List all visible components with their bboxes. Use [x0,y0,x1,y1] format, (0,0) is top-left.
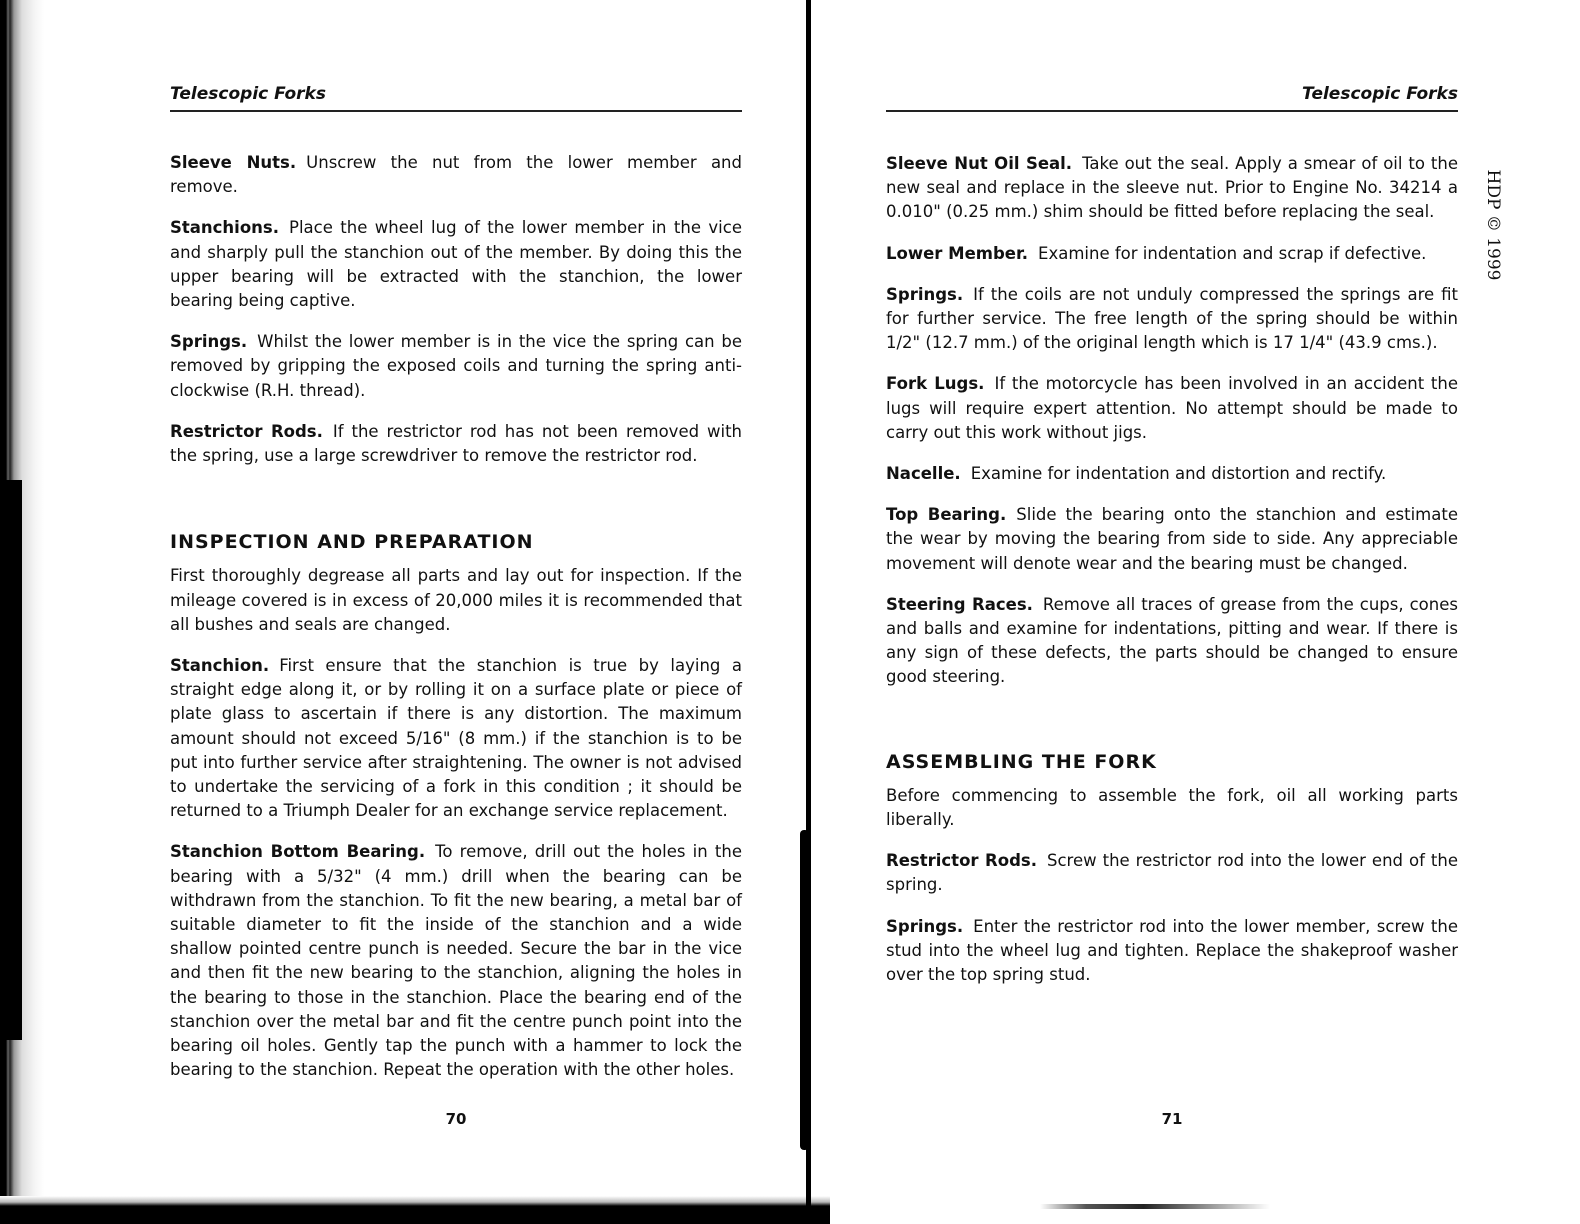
page-number-right: 71 [1161,1110,1183,1128]
paragraph-text: First ensure that the stanchion is true by laying a straight edge along it, or by rolling it on a surface plate or piece of plate glass to ascertain if there is any distortion. The maximum amount should not exceed 5/16" (8 mm.) if the stanchion is to be put into further service after straightening. The owner is not advised to undertake the servicing of a fork in this condition ; it should be returned to a Triumph Dealer for an exchange service replacement. [170,656,742,821]
section-title-inspection: INSPECTION AND PREPARATION [170,531,534,554]
paragraph-text: If the motorcycle has been involved in an accident the lugs will require expert attention. No attempt should be made to carry out this work without jigs. [886,374,1458,442]
paragraph-text: Take out the seal. Apply a smear of oil to the new seal and replace in the sleeve nut. Prior to Engine No. 34214 a 0.010" (0.25 mm.) shim should be fitted before replacing the seal. [886,154,1458,222]
paragraph-heading: Sleeve Nuts. [170,153,297,172]
page-left-body [170,151,742,1100]
paragraph-heading: Springs. [886,284,964,304]
paragraph-heading: Stanchions. [170,218,280,238]
page-number-left: 70 [445,1110,467,1128]
paragraph-sleeve-nut-oil-seal [886,152,1458,225]
paragraph-restrictor-rods-assembly [886,849,1458,897]
paragraph-heading: Springs. [886,916,964,936]
paragraph-springs [170,330,742,403]
paragraph-text: Unscrew the nut from the lower member and remove. [170,153,742,197]
paragraph-heading: Steering Races. [886,594,1033,614]
paragraph-heading: Restrictor Rods. [170,421,323,441]
paragraph-heading: Fork Lugs. [886,374,985,394]
paragraph-text: Examine for indentation and scrap if defective. [1038,243,1427,263]
paragraph-lower-member [886,242,1458,266]
scan-smudge [1040,1204,1270,1209]
paragraph-text: Screw the restrictor rod into the lower end of the spring. [886,851,1458,895]
paragraph-heading: Stanchion. [170,656,270,676]
scan-binding-edge-left [0,480,22,1040]
paragraph-restrictor-rods [170,420,742,468]
paragraph-springs-inspection [886,283,1458,356]
paragraph-sleeve-nuts [170,151,742,199]
copyright-side-mark [1478,170,1508,280]
paragraph-heading: Top Bearing. [886,505,1007,525]
paragraph-stanchions [170,216,742,313]
paragraph-nacelle [886,462,1458,486]
paragraph-heading: Springs. [170,332,248,352]
paragraph-text: Place the wheel lug of the lower member in the vice and sharply pull the stanchion out of the member. By doing this the upper bearing will be extracted with the stanchion, the lower bearing being captive. [170,218,742,311]
paragraph-text: First thoroughly degrease all parts and lay out for inspection. If the mileage covered is in excess of 20,000 miles it is recommended that all bushes and seals are changed. [170,566,742,634]
section-title-assembling: ASSEMBLING THE FORK [886,750,1157,773]
paragraph-heading: Restrictor Rods. [886,851,1037,871]
running-head-right: Telescopic Forks [886,84,1458,112]
paragraph-stanchion [170,654,742,823]
paragraph-fork-lugs [886,372,1458,445]
paragraph-steering-races [886,593,1458,690]
scan-bottom-edge [0,1196,830,1224]
paragraph-text: Remove all traces of grease from the cups, cones and balls and examine for indentations, pitting and wear. If there is any sign of these defects, the parts should be changed to ensure good steering. [886,594,1458,687]
paragraph-text: Examine for indentation and distortion and rectify. [970,464,1387,484]
paragraph-text: If the restrictor rod has not been removed with the spring, use a large screwdriver to remove the restrictor rod. [170,421,742,466]
paragraph-intro-assembling [886,784,1458,832]
paragraph-text: To remove, drill out the holes in the bearing with a 5/32" (4 mm.) drill when the bearing can be withdrawn from the stanchion. To fit the new bearing, a metal bar of suitable diameter to fit the inside of the stanchion and a wide shallow pointed centre punch is needed. Secure the bar in the vice and then fit the new bearing to the stanchion, aligning the holes in the bearing to those in the stanchion. Place the bearing end of the stanchion over the metal bar and fit the centre punch point into the bearing oil holes. Gently tap the punch with a hammer to lock the bearing to the stanchion. Repeat the operation with the other holes. [170,842,742,1080]
page-right-body [886,152,1458,1004]
paragraph-text: Before commencing to assemble the fork, oil all working parts liberally. [886,785,1458,830]
copyright-side-mark-text: HDP © 1999 [1483,169,1503,281]
paragraph-springs-assembly [886,915,1458,988]
running-head-left: Telescopic Forks [170,84,742,112]
paragraph-stanchion-bottom-bearing [170,840,742,1082]
paragraph-heading: Lower Member. [886,243,1029,263]
paragraph-intro-inspection [170,564,742,637]
paragraph-text: Slide the bearing onto the stanchion and estimate the wear by moving the bearing from side to side. Any appreciable movement will denote wear and the bearing must be changed. [886,505,1458,573]
paragraph-text: Enter the restrictor rod into the lower member, screw the stud into the wheel lug and tighten. Replace the shakeproof washer over the top spring stud. [886,916,1458,985]
book-spine-bulge [800,830,809,1150]
paragraph-heading: Stanchion Bottom Bearing. [170,842,426,862]
paragraph-heading: Sleeve Nut Oil Seal. [886,154,1073,173]
paragraph-heading: Nacelle. [886,464,961,484]
paragraph-top-bearing [886,503,1458,576]
paragraph-text: If the coils are not unduly compressed the springs are fit for further service. The free length of the spring should be within 1/2" (12.7 mm.) of the original length which is 17 1/4" (43.9 cms.). [886,284,1458,353]
paragraph-text: Whilst the lower member is in the vice the spring can be removed by gripping the exposed coils and turning the spring anti-clockwise (R.H. thread). [170,332,742,400]
